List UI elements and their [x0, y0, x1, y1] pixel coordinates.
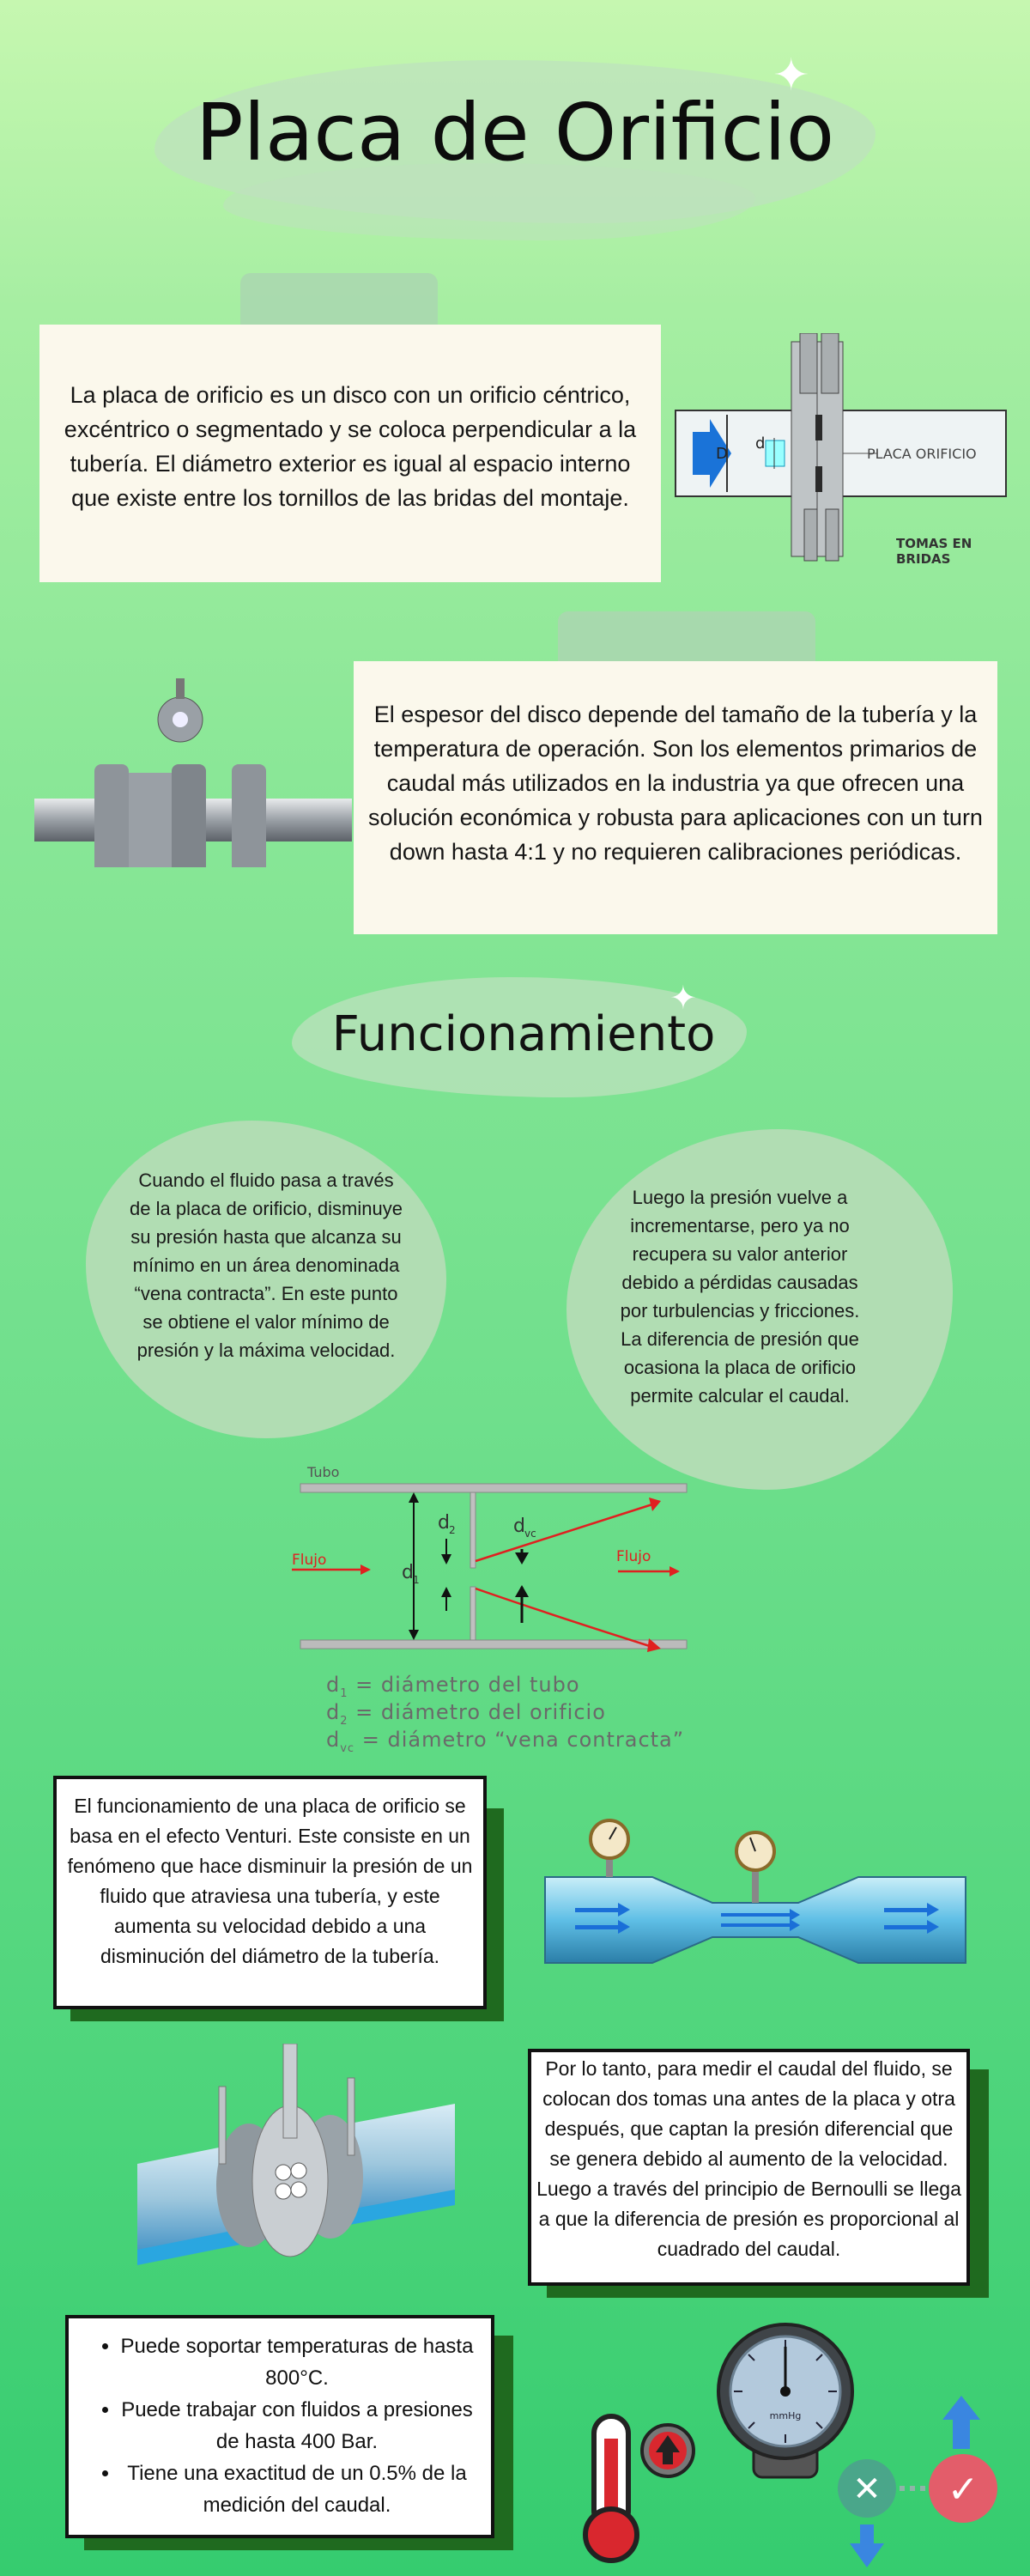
label-dvc: d: [513, 1516, 525, 1537]
feature-item: • Tiene una exactitud de un 0.5% de la medición del caudal.: [120, 2458, 474, 2521]
medicion-card: [528, 2049, 970, 2286]
vena-contracta-diagram: [292, 1460, 704, 1666]
label-d2-sub: 2: [449, 1524, 456, 1536]
label-dvc-sub: vc: [524, 1528, 536, 1540]
venturi-card: [53, 1776, 487, 2009]
features-card: [65, 2315, 494, 2538]
sparkle-icon-2: ✦: [670, 979, 697, 1017]
venturi-tube-illustration: [541, 1819, 970, 1969]
label-flujo-in: Flujo: [292, 1552, 327, 1569]
label-d: d: [755, 434, 766, 453]
label-tubo: Tubo: [307, 1464, 340, 1480]
flanged-pipe-illustration: [34, 678, 352, 867]
intro-card: [39, 325, 661, 582]
espesor-card: [354, 661, 997, 934]
legend-row-2: $d_2$ = diámetro del orificio: [326, 1700, 606, 1728]
label-tomas-2: BRIDAS: [896, 551, 951, 567]
thermometer-icon: [575, 2404, 695, 2567]
label-tomas-1: TOMAS EN: [896, 536, 972, 551]
orifice-plate-diagram: [671, 333, 1015, 574]
bubble-right-text: Luego la presión vuelve a incrementarse, pero ya no recupera su valor anterior debido a pérdidas causadas por turbulencias y fricciones. La diferencia de presión que ocasiona la placa de orificio permite calcular el caudal.: [620, 1187, 860, 1406]
label-d2: d: [438, 1512, 450, 1534]
venturi-text: El funcionamiento de una placa de orificio se basa en el efecto Venturi. Este consiste en un fenómeno que hace disminuir la presión de un fluido que atraviesa una tubería, y este aumenta su velocidad debido a una disminución del diámetro de la tubería.: [67, 1795, 473, 1967]
orifice-plate-3d-illustration: [137, 2044, 455, 2293]
label-placa: PLACA ORIFICIO: [867, 446, 977, 462]
page-title: Placa de Orificio: [195, 87, 835, 179]
bubble-left-text: Cuando el fluido pasa a través de la placa de orificio, disminuye su presión hasta que alcanza su mínimo en un área denominada “vena contracta”. En este punto se obtiene el valor mínimo de presión y la máxima velocidad.: [130, 1170, 403, 1361]
intro-text: La placa de orificio es un disco con un orificio céntrico, excéntrico o segmentado y se coloca perpendicular a la tubería. El diámetro exterior es igual al espacio interno que existe entre los tornillos de las bridas del montaje.: [64, 382, 637, 511]
label-d1: d: [402, 1562, 414, 1583]
features-list: [69, 2330, 491, 2521]
feature-item: • Puede trabajar con fluidos a presiones de hasta 400 Bar.: [120, 2394, 474, 2458]
label-d1-sub: 1: [413, 1574, 420, 1586]
label-D: D: [716, 445, 728, 463]
feature-item: • Puede soportar temperaturas de hasta 800°C.: [120, 2330, 474, 2394]
section-title: Funcionamiento: [331, 1006, 716, 1062]
x-icon: ✕: [852, 2470, 882, 2509]
legend-row-1: $d_1$ = diámetro del tubo: [326, 1673, 580, 1700]
check-icon: ✓: [947, 2468, 979, 2512]
gauge-label: mmHg: [769, 2410, 802, 2421]
espesor-text: El espesor del disco depende del tamaño de la tubería y la temperatura de operación. Son los elementos primarios de caudal más utilizados en la industria ya que ofrecen una solución económica y robusta para aplicaciones con un turn down hasta 4:1 y no requieren calibraciones periódicas.: [368, 702, 983, 865]
sparkle-icon: ✦: [772, 50, 810, 101]
medicion-text: Por lo tanto, para medir el caudal del fluido, se colocan dos tomas una antes de la placa y otra después, que captan la presión diferencial que se genera debido al aumento de la velocidad. Luego a través del principio de Bernoulli se llega a que la diferencia de presión es proporcional al cuadrado del caudal.: [536, 2057, 961, 2260]
legend-row-3: $d_{vc}$ = diámetro “vena contracta”: [326, 1728, 685, 1755]
status-icons: [833, 2396, 1004, 2567]
label-flujo-out: Flujo: [616, 1548, 651, 1565]
